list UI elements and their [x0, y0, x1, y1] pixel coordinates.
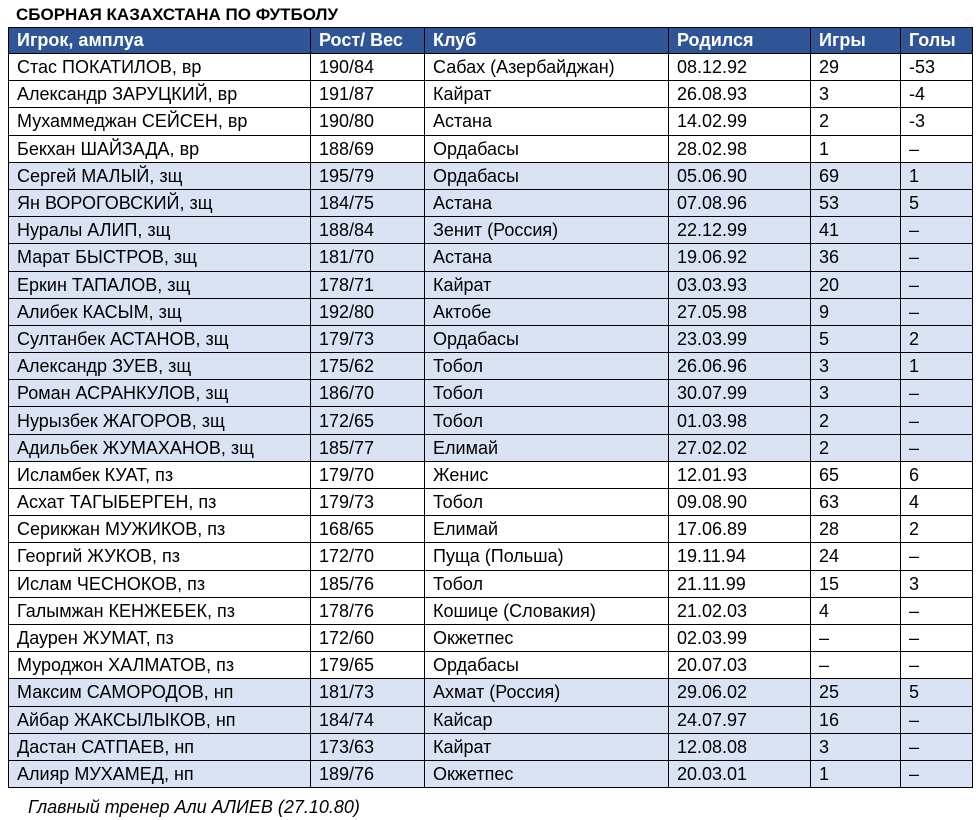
player-cell: Ислам ЧЕСНОКОВ, пз	[9, 570, 311, 597]
table-body	[9, 54, 973, 788]
goals-cell: –	[901, 706, 973, 733]
player-cell: Галымжан КЕНЖЕБЕК, пз	[9, 597, 311, 624]
born-cell: 02.03.99	[669, 624, 811, 651]
club-cell: Тобол	[425, 353, 669, 380]
goals-cell: –	[901, 380, 973, 407]
head-coach-note: Главный тренер Али АЛИЕВ (27.10.80)	[28, 797, 360, 817]
games-cell: 65	[811, 461, 901, 488]
height-weight-cell: 175/62	[311, 353, 425, 380]
born-cell: 21.11.99	[669, 570, 811, 597]
height-weight-cell: 191/87	[311, 81, 425, 108]
club-cell: Тобол	[425, 489, 669, 516]
height-weight-cell: 184/75	[311, 189, 425, 216]
table-row	[9, 706, 973, 733]
table-row	[9, 760, 973, 787]
games-cell: 29	[811, 54, 901, 81]
club-cell: Тобол	[425, 380, 669, 407]
table-row	[9, 516, 973, 543]
born-cell: 20.07.03	[669, 652, 811, 679]
player-cell: Нуралы АЛИП, зщ	[9, 217, 311, 244]
goals-cell: –	[901, 652, 973, 679]
club-cell: Окжетпес	[425, 760, 669, 787]
goals-cell: –	[901, 135, 973, 162]
table-row	[9, 244, 973, 271]
player-cell: Даурен ЖУМАТ, пз	[9, 624, 311, 651]
table-row	[9, 162, 973, 189]
born-cell: 05.06.90	[669, 162, 811, 189]
table-row	[9, 407, 973, 434]
height-weight-cell: 181/73	[311, 679, 425, 706]
born-cell: 22.12.99	[669, 217, 811, 244]
table-row	[9, 189, 973, 216]
player-cell: Георгий ЖУКОВ, пз	[9, 543, 311, 570]
club-cell: Астана	[425, 189, 669, 216]
goals-cell: 3	[901, 570, 973, 597]
goals-cell: -53	[901, 54, 973, 81]
games-cell: 28	[811, 516, 901, 543]
player-cell: Еркин ТАПАЛОВ, зщ	[9, 271, 311, 298]
squad-table	[8, 27, 973, 788]
height-weight-cell: 178/71	[311, 271, 425, 298]
born-cell: 21.02.03	[669, 597, 811, 624]
goals-cell: -3	[901, 108, 973, 135]
height-weight-cell: 168/65	[311, 516, 425, 543]
born-cell: 08.12.92	[669, 54, 811, 81]
goals-cell: –	[901, 597, 973, 624]
goals-cell: 5	[901, 679, 973, 706]
player-cell: Исламбек КУАТ, пз	[9, 461, 311, 488]
born-cell: 27.05.98	[669, 298, 811, 325]
player-cell: Ян ВОРОГОВСКИЙ, зщ	[9, 189, 311, 216]
table-row	[9, 679, 973, 706]
player-cell: Нурызбек ЖАГОРОВ, зщ	[9, 407, 311, 434]
goals-cell: –	[901, 271, 973, 298]
goals-cell: –	[901, 298, 973, 325]
table-row	[9, 108, 973, 135]
club-cell: Кайрат	[425, 733, 669, 760]
club-cell: Елимай	[425, 516, 669, 543]
goals-cell: –	[901, 217, 973, 244]
born-cell: 19.11.94	[669, 543, 811, 570]
games-cell: 4	[811, 597, 901, 624]
goals-cell: –	[901, 407, 973, 434]
column-header-height-weight: Рост/ Вес	[311, 28, 425, 54]
table-row	[9, 353, 973, 380]
goals-cell: –	[901, 624, 973, 651]
height-weight-cell: 172/65	[311, 407, 425, 434]
born-cell: 20.03.01	[669, 760, 811, 787]
club-cell: Зенит (Россия)	[425, 217, 669, 244]
height-weight-cell: 179/73	[311, 325, 425, 352]
table-row	[9, 624, 973, 651]
club-cell: Кошице (Словакия)	[425, 597, 669, 624]
club-cell: Пуща (Польша)	[425, 543, 669, 570]
born-cell: 12.08.08	[669, 733, 811, 760]
born-cell: 09.08.90	[669, 489, 811, 516]
games-cell: 16	[811, 706, 901, 733]
table-row	[9, 54, 973, 81]
table-row	[9, 81, 973, 108]
height-weight-cell: 179/70	[311, 461, 425, 488]
height-weight-cell: 189/76	[311, 760, 425, 787]
born-cell: 23.03.99	[669, 325, 811, 352]
header-row	[9, 28, 973, 54]
height-weight-cell: 172/60	[311, 624, 425, 651]
height-weight-cell: 185/76	[311, 570, 425, 597]
games-cell: 1	[811, 760, 901, 787]
games-cell: 36	[811, 244, 901, 271]
table-row	[9, 652, 973, 679]
games-cell: 3	[811, 733, 901, 760]
table-row	[9, 271, 973, 298]
height-weight-cell: 190/80	[311, 108, 425, 135]
player-cell: Александр ЗУЕВ, зщ	[9, 353, 311, 380]
born-cell: 26.06.96	[669, 353, 811, 380]
goals-cell: 1	[901, 162, 973, 189]
table-title: СБОРНАЯ КАЗАХСТАНА ПО ФУТБОЛУ	[16, 5, 339, 24]
club-cell: Ордабасы	[425, 135, 669, 162]
born-cell: 28.02.98	[669, 135, 811, 162]
goals-cell: 5	[901, 189, 973, 216]
games-cell: 24	[811, 543, 901, 570]
games-cell: 2	[811, 108, 901, 135]
goals-cell: –	[901, 733, 973, 760]
goals-cell: 6	[901, 461, 973, 488]
club-cell: Ордабасы	[425, 652, 669, 679]
goals-cell: –	[901, 244, 973, 271]
player-cell: Стас ПОКАТИЛОВ, вр	[9, 54, 311, 81]
table-row	[9, 733, 973, 760]
games-cell: 9	[811, 298, 901, 325]
player-cell: Айбар ЖАКСЫЛЫКОВ, нп	[9, 706, 311, 733]
goals-cell: 2	[901, 516, 973, 543]
games-cell: 3	[811, 380, 901, 407]
player-cell: Мухаммеджан СЕЙСЕН, вр	[9, 108, 311, 135]
player-cell: Максим САМОРОДОВ, нп	[9, 679, 311, 706]
club-cell: Тобол	[425, 407, 669, 434]
club-cell: Окжетпес	[425, 624, 669, 651]
player-cell: Дастан САТПАЕВ, нп	[9, 733, 311, 760]
club-cell: Сабах (Азербайджан)	[425, 54, 669, 81]
table-row	[9, 570, 973, 597]
games-cell: 1	[811, 135, 901, 162]
height-weight-cell: 178/76	[311, 597, 425, 624]
games-cell: 2	[811, 434, 901, 461]
games-cell: 63	[811, 489, 901, 516]
table-row	[9, 325, 973, 352]
player-cell: Серикжан МУЖИКОВ, пз	[9, 516, 311, 543]
player-cell: Александр ЗАРУЦКИЙ, вр	[9, 81, 311, 108]
club-cell: Астана	[425, 108, 669, 135]
born-cell: 26.08.93	[669, 81, 811, 108]
games-cell: 25	[811, 679, 901, 706]
goals-cell: 2	[901, 325, 973, 352]
club-cell: Женис	[425, 461, 669, 488]
height-weight-cell: 173/63	[311, 733, 425, 760]
born-cell: 14.02.99	[669, 108, 811, 135]
club-cell: Ахмат (Россия)	[425, 679, 669, 706]
goals-cell: -4	[901, 81, 973, 108]
club-cell: Ордабасы	[425, 162, 669, 189]
height-weight-cell: 186/70	[311, 380, 425, 407]
player-cell: Асхат ТАГЫБЕРГЕН, пз	[9, 489, 311, 516]
club-cell: Елимай	[425, 434, 669, 461]
player-cell: Алибек КАСЫМ, зщ	[9, 298, 311, 325]
born-cell: 12.01.93	[669, 461, 811, 488]
table-row	[9, 461, 973, 488]
born-cell: 17.06.89	[669, 516, 811, 543]
height-weight-cell: 179/65	[311, 652, 425, 679]
born-cell: 29.06.02	[669, 679, 811, 706]
height-weight-cell: 179/73	[311, 489, 425, 516]
games-cell: 41	[811, 217, 901, 244]
games-cell: 5	[811, 325, 901, 352]
born-cell: 07.08.96	[669, 189, 811, 216]
player-cell: Марат БЫСТРОВ, зщ	[9, 244, 311, 271]
table-row	[9, 597, 973, 624]
player-cell: Султанбек АСТАНОВ, зщ	[9, 325, 311, 352]
table-row	[9, 543, 973, 570]
player-cell: Бекхан ШАЙЗАДА, вр	[9, 135, 311, 162]
player-cell: Сергей МАЛЫЙ, зщ	[9, 162, 311, 189]
goals-cell: 1	[901, 353, 973, 380]
games-cell: 69	[811, 162, 901, 189]
born-cell: 30.07.99	[669, 380, 811, 407]
height-weight-cell: 195/79	[311, 162, 425, 189]
games-cell: 15	[811, 570, 901, 597]
height-weight-cell: 172/70	[311, 543, 425, 570]
club-cell: Кайрат	[425, 271, 669, 298]
goals-cell: –	[901, 543, 973, 570]
player-cell: Роман АСРАНКУЛОВ, зщ	[9, 380, 311, 407]
player-cell: Алияр МУХАМЕД, нп	[9, 760, 311, 787]
games-cell: 3	[811, 81, 901, 108]
column-header-born: Родился	[669, 28, 811, 54]
table-row	[9, 434, 973, 461]
games-cell: 2	[811, 407, 901, 434]
column-header-goals: Голы	[901, 28, 973, 54]
goals-cell: 4	[901, 489, 973, 516]
born-cell: 03.03.93	[669, 271, 811, 298]
table-row	[9, 489, 973, 516]
table-row	[9, 380, 973, 407]
born-cell: 01.03.98	[669, 407, 811, 434]
club-cell: Ордабасы	[425, 325, 669, 352]
games-cell: –	[811, 624, 901, 651]
height-weight-cell: 190/84	[311, 54, 425, 81]
born-cell: 19.06.92	[669, 244, 811, 271]
height-weight-cell: 185/77	[311, 434, 425, 461]
height-weight-cell: 188/84	[311, 217, 425, 244]
club-cell: Актобе	[425, 298, 669, 325]
games-cell: –	[811, 652, 901, 679]
height-weight-cell: 181/70	[311, 244, 425, 271]
column-header-club: Клуб	[425, 28, 669, 54]
player-cell: Муроджон ХАЛМАТОВ, пз	[9, 652, 311, 679]
games-cell: 53	[811, 189, 901, 216]
goals-cell: –	[901, 760, 973, 787]
column-header-games: Игры	[811, 28, 901, 54]
born-cell: 27.02.02	[669, 434, 811, 461]
club-cell: Астана	[425, 244, 669, 271]
table-row	[9, 217, 973, 244]
born-cell: 24.07.97	[669, 706, 811, 733]
club-cell: Кайсар	[425, 706, 669, 733]
club-cell: Кайрат	[425, 81, 669, 108]
height-weight-cell: 188/69	[311, 135, 425, 162]
column-header-player: Игрок, амплуа	[9, 28, 311, 54]
club-cell: Тобол	[425, 570, 669, 597]
height-weight-cell: 192/80	[311, 298, 425, 325]
table-row	[9, 298, 973, 325]
player-cell: Адильбек ЖУМАХАНОВ, зщ	[9, 434, 311, 461]
height-weight-cell: 184/74	[311, 706, 425, 733]
games-cell: 20	[811, 271, 901, 298]
games-cell: 3	[811, 353, 901, 380]
table-row	[9, 135, 973, 162]
goals-cell: –	[901, 434, 973, 461]
